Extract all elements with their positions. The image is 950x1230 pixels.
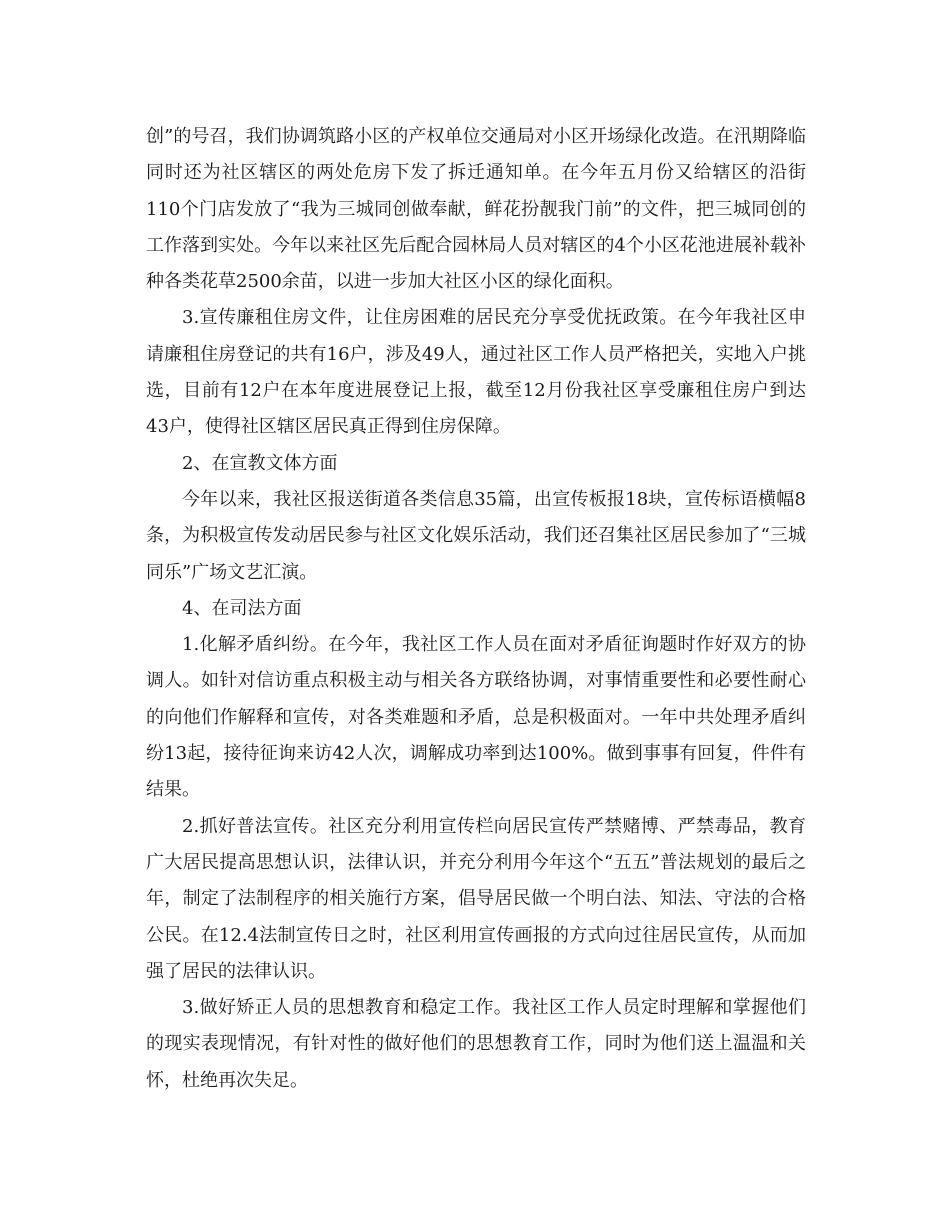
paragraph-greening: 创”的号召，我们协调筑路小区的产权单位交通局对小区开场绿化改造。在汛期降临同时还为社区辖区的两处危房下发了拆迁通知单。在今年五月份又给辖区的沿街110个门店发放了“我为三城同创做奉献，鲜花扮靓我门前”的文件，把三城同创的工作落到实处。今年以来社区先后配合园林局人员对辖区的4个小区花池进展补载补种各类花草2500余苗，以进一步加大社区小区的绿化面积。 (146, 126, 806, 293)
paragraph-dispute-resolution: 1.化解矛盾纠纷。在今年，我社区工作人员在面对矛盾征询题时作好双方的协调人。如针对信访重点积极主动与相关各方联络协调，对事情重要性和必要性耐心的向他们作解释和宣传，对各类难题和矛盾，总是积极面对。一年中共处理矛盾纠纷13起，接待征询来访42人次，调解成功率到达100%。做到事事有回复，件件有结果。 (146, 634, 806, 801)
paragraph-correction-personnel: 3.做好矫正人员的思想教育和稳定工作。我社区工作人员定时理解和掌握他们的现实表现情况，有针对性的做好他们的思想教育工作，同时为他们送上温温和关怀，杜绝再次失足。 (146, 997, 806, 1091)
paragraph-low-rent-housing: 3.宣传廉租住房文件，让住房困难的居民充分享受优抚政策。在今年我社区申请廉租住房登记的共有16户，涉及49人，通过社区工作人员严格把关，实地入户挑选，目前有12户在本年度进展登记上报，截至12月份我社区享受廉租住房户到达43户，使得社区辖区居民真正得到住房保障。 (146, 307, 806, 438)
section-heading-judicial: 4、在司法方面 (182, 597, 302, 619)
paragraph-legal-education: 2.抓好普法宣传。社区充分利用宣传栏向居民宣传严禁赌博、严禁毒品，教育广大居民提高思想认识，法律认识，并充分利用今年这个“五五”普法规划的最后之年，制定了法制程序的相关施行方案，倡导居民做一个明白法、知法、守法的合格公民。在12.4法制宣传日之时，社区利用宣传画报的方式向过往居民宣传，从而加强了居民的法律认识。 (146, 815, 806, 982)
section-heading-publicity-culture: 2、在宣教文体方面 (182, 452, 338, 474)
paragraph-publicity-culture: 今年以来，我社区报送街道各类信息35篇，出宣传板报18块，宣传标语横幅8条，为积极宣传发动居民参与社区文化娱乐活动，我们还召集社区居民参加了“三城同乐”广场文艺汇演。 (146, 488, 806, 583)
document-body (146, 119, 806, 1099)
